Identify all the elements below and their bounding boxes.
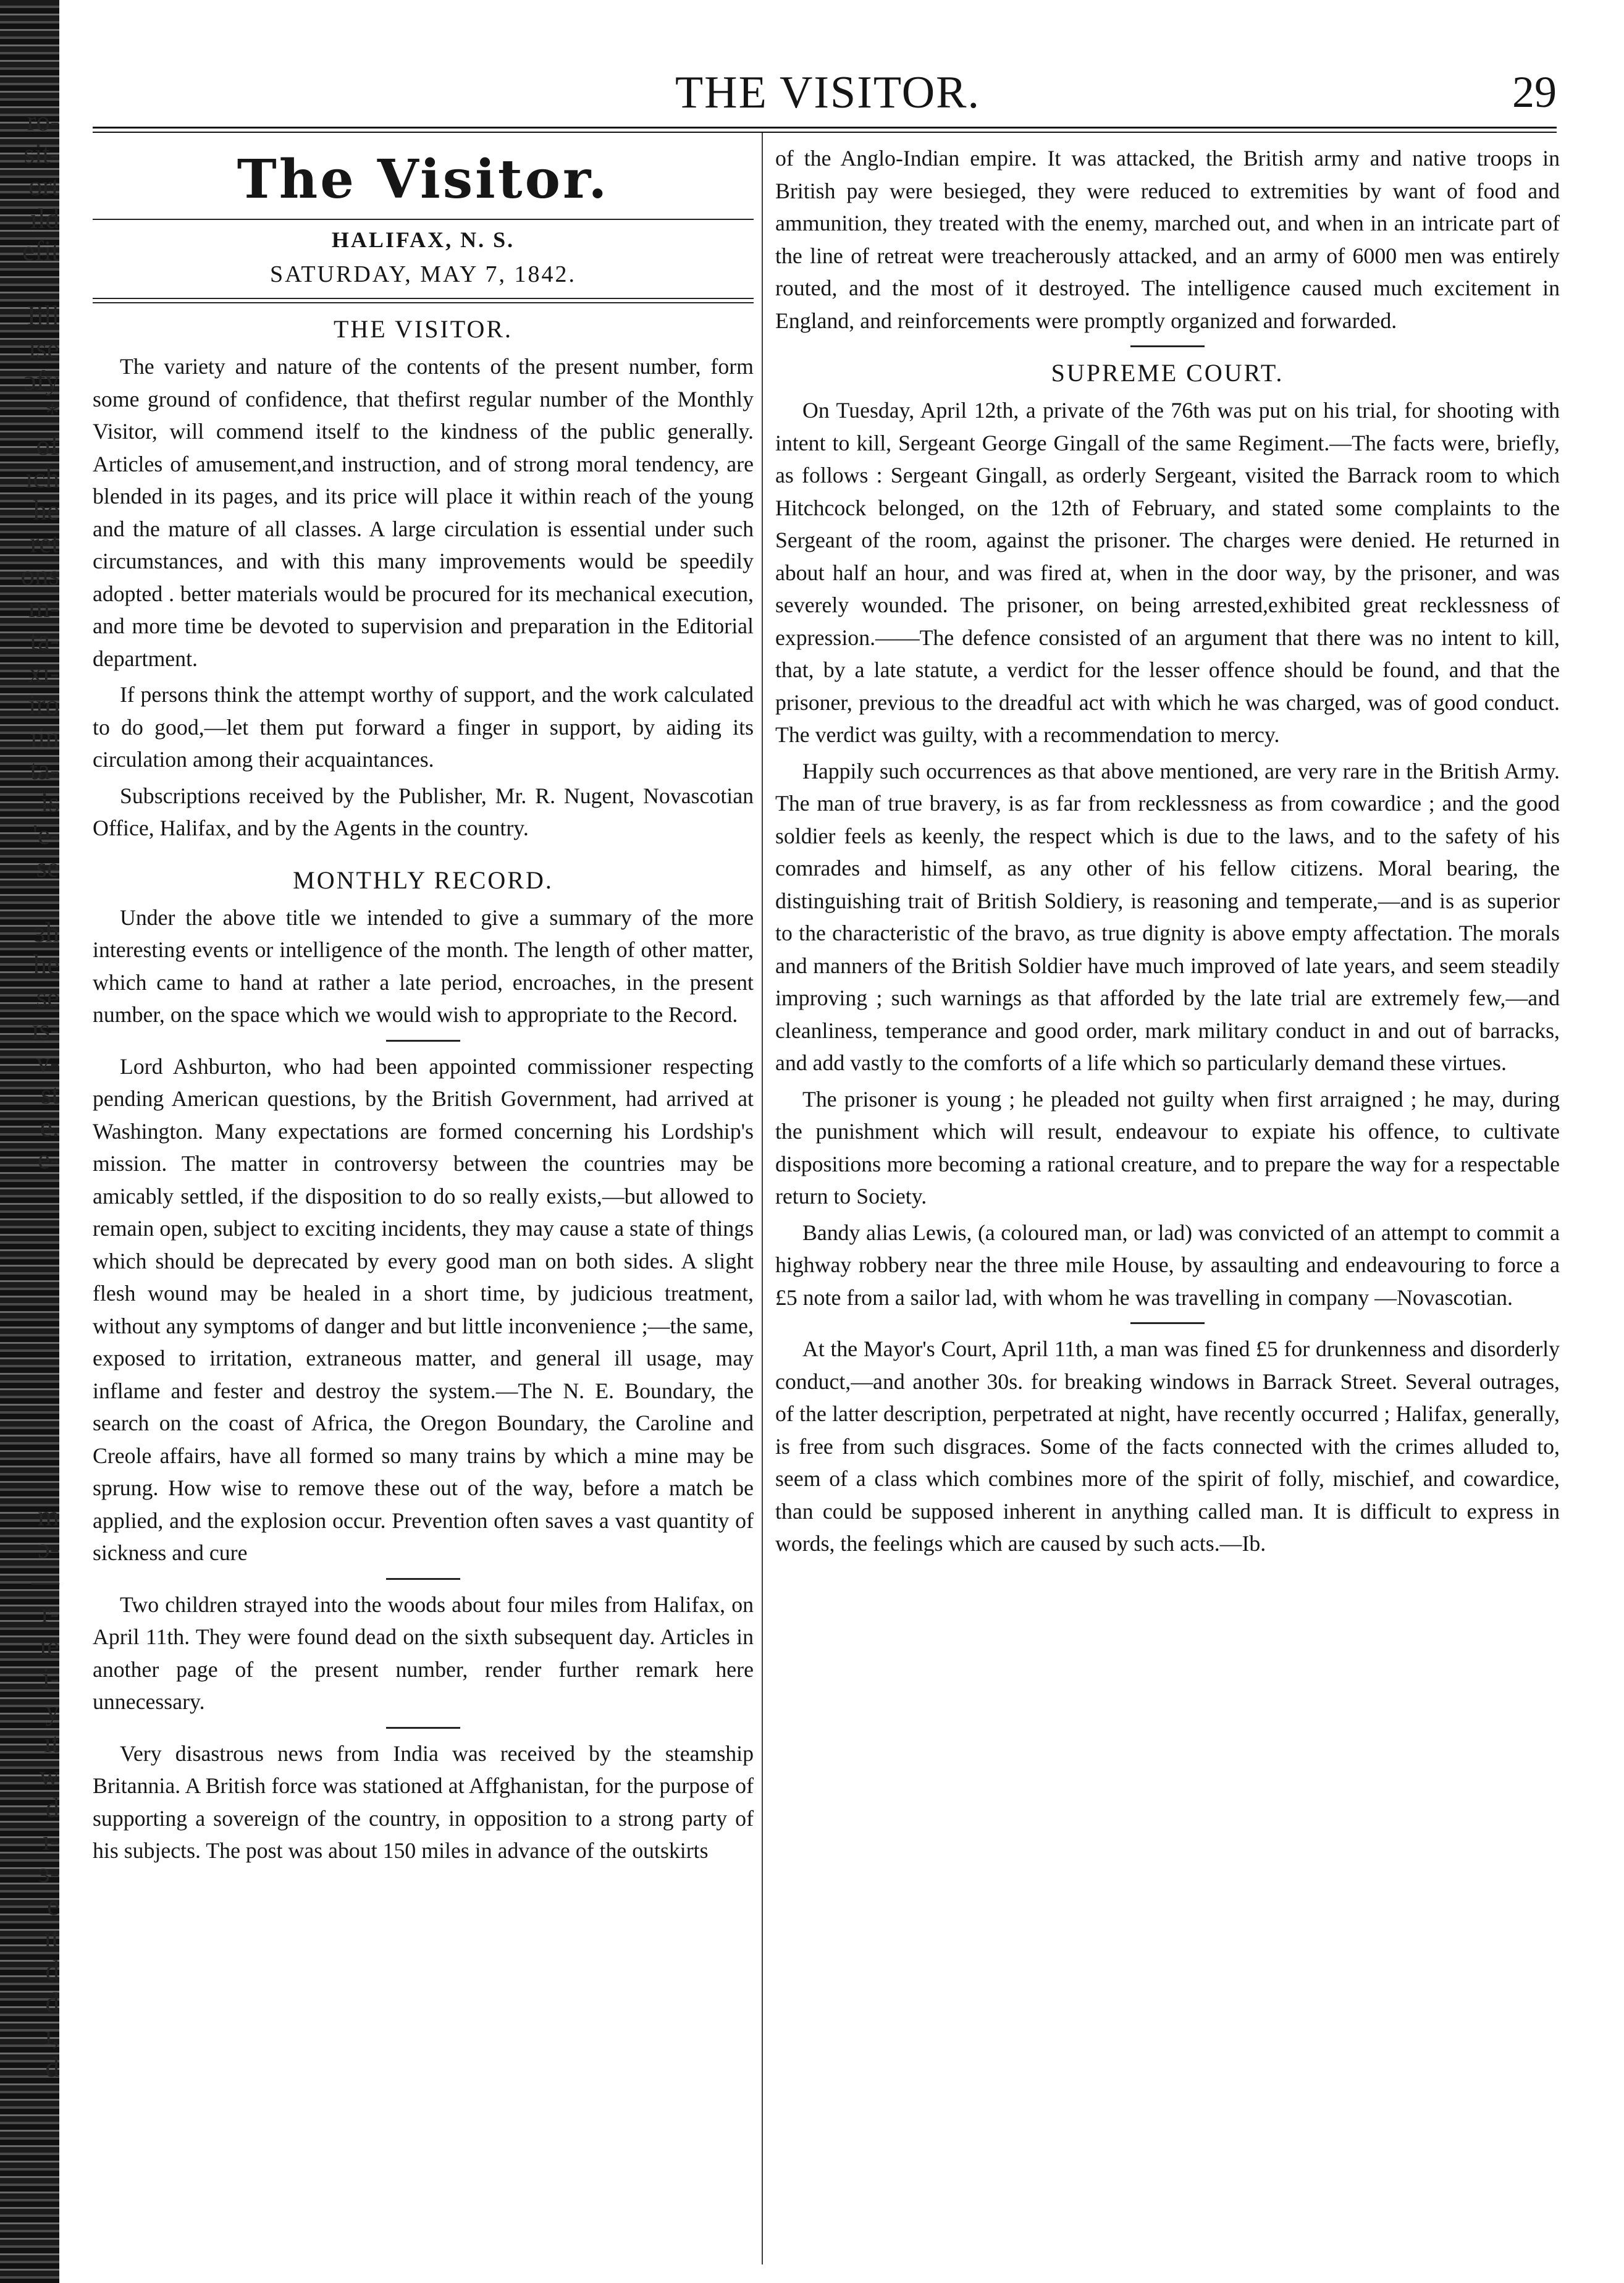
item-separator bbox=[1130, 345, 1205, 347]
gutter-fragment: efit bbox=[22, 235, 59, 266]
gutter-fragment bbox=[0, 1370, 62, 1403]
gutter-fragment: i- bbox=[42, 1663, 59, 1694]
gutter-fragment: d bbox=[45, 1987, 59, 2018]
gutter-fragment: v- bbox=[36, 1046, 59, 1078]
mayors-court-paragraph: At the Mayor's Court, April 11th, a man was fined £5 for drunkenness and disorderly conduct,—and another 30s. for breaking windows in Barrack Street. Several outrages, of the latter description, perpetrated at night, have recently occurred ; Halifax, generally, is free from such disgraces. Some of the facts connected with the crimes alluded to, seem of a class which combines more of the spirit of folly, mischief, and cowardice, than could be supposed inherent in anything called man. It is difficult to express in words, the feelings which are caused by such acts.—Ib. bbox=[775, 1336, 1560, 1556]
gutter-fragment: of bbox=[36, 430, 59, 461]
gutter-fragment bbox=[0, 1435, 62, 1468]
adjacent-page-fragments bbox=[0, 105, 62, 2084]
column-divider bbox=[762, 133, 763, 2264]
page-number: 29 bbox=[1512, 67, 1557, 117]
gutter-fragment bbox=[0, 1208, 62, 1241]
gutter-fragment: d bbox=[45, 2052, 59, 2083]
court-paragraph: Bandy alias Lewis, (a coloured man, or lad) was convicted of an attempt to commit a highway robbery near the three mile House, by assaulting and endeavouring to force a £5 note from a sailor lad, with whom he was travelling in company —Novascotian. bbox=[775, 1220, 1560, 1310]
gutter-fragment bbox=[0, 884, 62, 916]
item-separator bbox=[386, 1727, 460, 1729]
gutter-fragment: e- bbox=[38, 1144, 59, 1175]
masthead-location: HALIFAX, N. S. bbox=[331, 227, 515, 252]
gutter-fragment: y bbox=[45, 1695, 59, 1726]
gutter-fragment: m bbox=[37, 1500, 59, 1532]
record-paragraph: Two children strayed into the woods about four miles from Halifax, on April 11th. They were found dead on the sixth subsequent day. Articles in another page of the present number, render further remark here unnecessary. bbox=[93, 1592, 754, 1714]
gutter-fragment: he bbox=[33, 949, 59, 980]
gutter-fragment: ɜh bbox=[33, 916, 59, 948]
gutter-fragment: st bbox=[40, 1079, 59, 1110]
gutter-fragment: 'e- bbox=[32, 819, 59, 850]
header-rule bbox=[93, 127, 1557, 133]
gutter-fragment: is bbox=[40, 787, 59, 818]
gutter-fragment bbox=[0, 1273, 62, 1306]
gutter-fragment: m- bbox=[28, 592, 59, 623]
gutter-fragment: r- bbox=[41, 1598, 59, 1629]
gutter-fragment bbox=[0, 1403, 62, 1435]
visitor-paragraph: Subscriptions received by the Publisher, Mr. R. Nugent, Novascotian Office, Halifax, and by the Agents in the country. bbox=[93, 783, 754, 840]
visitor-heading: THE VISITOR. bbox=[333, 315, 513, 343]
gutter-fragment: ro- bbox=[27, 106, 59, 137]
gutter-fragment: d bbox=[45, 1792, 59, 1823]
gutter-fragment: Iill bbox=[27, 300, 59, 331]
gutter-fragment: * bbox=[45, 397, 59, 429]
continued-paragraph: of the Anglo-Indian empire. It was attacked, the British army and native troops in British pay were besieged, they were reduced to extremities by want of food and ammunition, they treated with the enemy, marched out, and when in an intricate part of the line of retreat were treacherously attacked, and an army of 6000 men was entirely routed, and the most of it destroyed. The intelligence caused much excitement in England, and reinforcements were promptly organized and forwarded. bbox=[775, 146, 1560, 333]
gutter-fragment: iro bbox=[28, 690, 59, 720]
gutter-fragment: ıch bbox=[25, 462, 59, 494]
item-separator bbox=[1130, 1322, 1205, 1324]
masthead-title: The Visitor. bbox=[237, 148, 610, 211]
masthead-date: SATURDAY, MAY 7, 1842. bbox=[269, 261, 577, 287]
gutter-fragment: he bbox=[33, 495, 59, 526]
gutter-fragment bbox=[0, 1176, 62, 1209]
gutter-fragment: ort bbox=[28, 171, 59, 201]
gutter-fragment bbox=[0, 1306, 62, 1338]
running-header bbox=[93, 67, 1563, 125]
gutter-fragment bbox=[0, 1338, 62, 1370]
gutter-fragment: ɔ- bbox=[38, 1533, 59, 1564]
visitor-paragraph: If persons think the attempt worthy of support, and the work calculated to do good,—let them put forward a finger in support, by aiding its circulation among their acquaintances. bbox=[93, 682, 754, 772]
gutter-fragment: ɪs- bbox=[32, 1014, 59, 1045]
gutter-fragment: ı- bbox=[42, 1825, 59, 1856]
item-separator bbox=[386, 1578, 460, 1580]
supreme-court-heading: SUPREME COURT. bbox=[1051, 359, 1284, 387]
masthead-rule bbox=[93, 219, 754, 220]
gutter-fragment: ɜ- bbox=[38, 1857, 59, 1888]
running-title: THE VISITOR. bbox=[675, 67, 981, 118]
gutter-fragment: xı- bbox=[28, 657, 59, 688]
gutter-fragment: ta- bbox=[30, 754, 59, 785]
gutter-fragment: w bbox=[39, 1760, 59, 1791]
gutter-fragment bbox=[0, 1467, 62, 1500]
gutter-fragment: se bbox=[36, 851, 59, 883]
gutter-fragment: ıt bbox=[43, 1728, 59, 1758]
gutter-fragment: ɔfy bbox=[23, 365, 59, 396]
record-paragraph: Very disastrous news from India was received by the steamship Britannia. A British force was stationed at Affghanistan, for the purpose of supporting a sovereign of the country, in opposition to a strong party of his subjects. The post was about 150 miles in advance of the outskirts bbox=[93, 1741, 754, 1863]
gutter-fragment: se bbox=[36, 981, 59, 1013]
gutter-fragment: ons bbox=[20, 560, 59, 591]
monthly-record-heading: MONTHLY RECORD. bbox=[293, 866, 553, 894]
gutter-fragment: ıld bbox=[30, 203, 59, 234]
court-paragraph: Happily such occurrences as that above mentioned, are very rare in the British Army. The man of true bravery, is as far from recklessness as from cowardice ; and the good soldier feels as keenly, the respect which is due to the laws, and to the safety of his comrades and himself, as any other of his fellow citizens. Moral bearing, the distinguishing trait of British Soldiery, is reasoning and temperate,—and is as superior to the characteristic of the bravo, as true dignity is above empty affectation. The morals and manners of the British Soldier have much improved of late years, and seem steadily improving ; such warnings as that afforded by the late trial are extremely few,—and cleanliness, temperance and good order, mark military conduct in and out of barracks, and add vastly to the comforts of a life which so particularly demand these virtues. bbox=[775, 758, 1560, 1075]
gutter-fragment: ta- bbox=[30, 625, 59, 656]
gutter-fragment: e. bbox=[40, 1111, 59, 1142]
item-separator bbox=[386, 1040, 460, 1042]
gutter-fragment bbox=[0, 268, 62, 300]
record-paragraph: Lord Ashburton, who had been appointed commissioner respecting pending American questions, by the British Government, had arrived at Washington. Many expectations are formed concerning his Lordship's mission. The matter in controversy between the countries may be amicably settled, if the disposition to do so really exists,—but allowed to remain open, subject to exciting incidents, they may cause a state of things which should be deprecated by every good man on both sides. A slight flesh wound may be healed in a short time, by judicious treatment, without any symptoms of danger and but little inconvenience ;—the same, exposed to irritation, extraneous matter, and general ill usage, may inflame and fester and destroy the system.—The N. E. Boundary, the search on the coast of Africa, the Oregon Boundary, the Caroline and Creole affairs, have all formed so many trains by which a mine may be sprung. How wise to remove these out of the way, before a match be applied, and the explosion occur. Prevention often saves a vast quantity of sickness and cure bbox=[93, 1053, 754, 1565]
masthead-double-rule bbox=[93, 298, 754, 303]
record-paragraph: Under the above title we intended to give a summary of the more interesting events or intelligence of the month. The length of other matter, which came to hand at rather a late period, encroaches, in the present number, on the space which we would wish to appropriate to the Record. bbox=[93, 905, 754, 1027]
gutter-fragment: ıin bbox=[30, 722, 59, 753]
gutter-fragment: d bbox=[45, 1954, 59, 1986]
gutter-fragment: ret bbox=[30, 527, 59, 559]
court-paragraph: On Tuesday, April 12th, a private of the 76th was put on his trial, for shooting with intent to kill, Sergeant George Gingall of the same Regiment.—The facts were, briefly, as follows : Sergeant Gingall, as orderly Sergeant, visited the Barrack room to which Hitchcock belonged, on the 12th of February, and stated some complaints to the Sergeant of the room, against the prisoner. The charges were denied. He returned in about half an hour, and was fired at, when in the door way, by the prisoner, and was severely wounded. The prisoner, on being arrested,exhibited great recklessness of expression.——The defence consisted of an argument that there was no intent to kill, that, by a late statute, a verdict for the lesser offence should be found, and that the prisoner, previous to the dreadful act with which he was charged, was of good conduct. The verdict was guilty, with a recommendation to mercy. bbox=[775, 398, 1560, 747]
gutter-fragment: sit- bbox=[23, 138, 59, 169]
visitor-paragraph: The variety and nature of the contents of the present number, form some ground of confidence, that thefirst regular number of the Monthly Visitor, will commend itself to the kindness of the public generally. Articles of amusement,and instruction, and of strong moral tendency, are blended in its pages, and its price will place it within reach of the young and the mature of all classes. A large circulation is essential under such circumstances, and with this many improvements would be speedily adopted . better materials would be procured for its mechanical execution, and more time be devoted to supervision and preparation in the Editorial department. bbox=[93, 354, 754, 671]
gutter-fragment: ı, bbox=[44, 2019, 59, 2051]
gutter-fragment: — bbox=[32, 1565, 59, 1597]
right-column bbox=[775, 142, 1560, 1564]
gutter-fragment: ıe bbox=[39, 1630, 59, 1661]
gutter-fragment: ıse bbox=[28, 332, 59, 364]
gutter-fragment: e bbox=[47, 1889, 59, 1921]
gutter-fragment bbox=[0, 1241, 62, 1273]
court-paragraph: The prisoner is young ; he pleaded not guilty when first arraigned ; he may, during the punishment which will result, endeavour to expiate his offence, to cultivate dispositions more becoming a rational creature, and to prepare the way for a respectable return to Society. bbox=[775, 1086, 1560, 1209]
left-column bbox=[93, 142, 754, 1871]
gutter-fragment: ıt bbox=[43, 1922, 59, 1953]
